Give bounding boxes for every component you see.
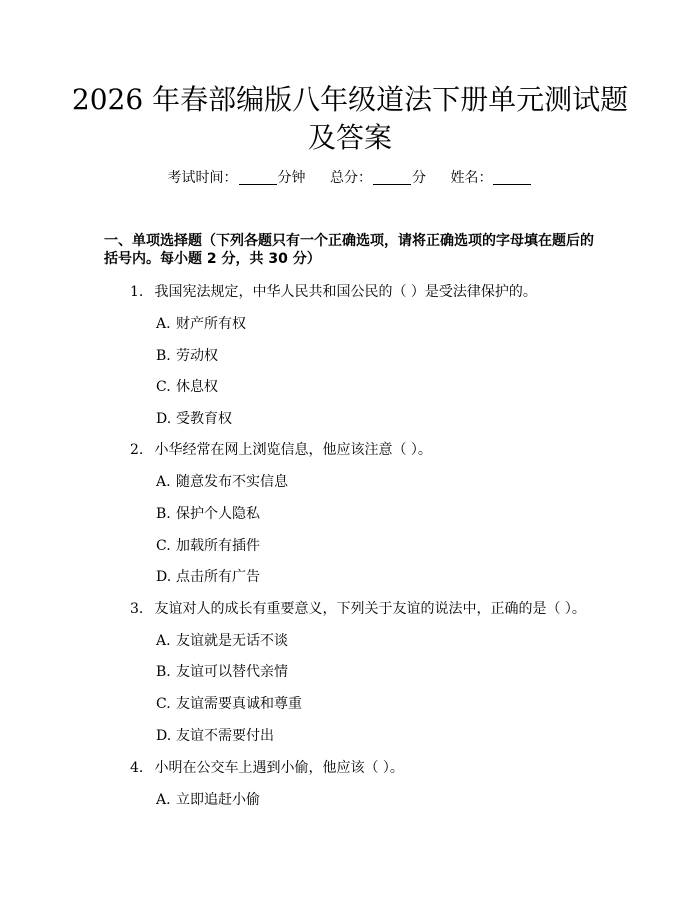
option-text: 休息权 (176, 379, 218, 395)
question-text: 小明在公交车上遇到小偷，他应该（ ）。 (154, 760, 404, 776)
option-text: 友谊不需要付出 (176, 728, 274, 744)
total-score-blank (373, 170, 411, 185)
option-text: 保护个人隐私 (176, 506, 260, 522)
option-text: 友谊需要真诚和尊重 (176, 696, 302, 712)
question-1-option-c (156, 377, 218, 397)
question-1-option-b (156, 346, 218, 366)
page-title-line-1: 2026 年春部编版八年级道法下册单元测试题 (71, 83, 629, 116)
option-letter: B. (156, 348, 171, 364)
option-text: 点击所有广告 (176, 569, 260, 585)
option-text: 劳动权 (176, 348, 218, 364)
question-2-option-d (156, 567, 260, 587)
exam-time-blank (239, 170, 277, 185)
question-number: 1. (130, 284, 144, 300)
option-letter: B. (156, 506, 171, 522)
exam-time-label: 考试时间： (167, 170, 238, 186)
section-heading-line-1: 一、单项选择题（下列各题只有一个正确选项，请将正确选项的字母填在题后的 (104, 233, 594, 249)
question-4-option-a (156, 790, 260, 810)
total-score-unit: 分 (412, 170, 426, 186)
question-4 (130, 758, 404, 778)
question-2-option-a (156, 472, 288, 492)
student-name (450, 168, 532, 188)
option-letter: C. (156, 538, 171, 554)
option-letter: B. (156, 664, 171, 680)
page-title-line-2: 及答案 (307, 121, 392, 154)
option-text: 受教育权 (176, 411, 232, 427)
question-3-option-a (156, 631, 288, 651)
exam-time (168, 168, 306, 188)
option-text: 友谊可以替代亲情 (176, 664, 288, 680)
option-letter: D. (156, 411, 172, 427)
question-1 (130, 282, 537, 302)
question-3-option-b (156, 662, 288, 682)
question-3 (130, 599, 586, 619)
option-letter: D. (156, 728, 172, 744)
exam-time-unit: 分钟 (277, 170, 306, 186)
option-text: 加载所有插件 (176, 538, 260, 554)
option-letter: D. (156, 569, 172, 585)
option-letter: C. (156, 379, 171, 395)
question-text: 友谊对人的成长有重要意义，下列关于友谊的说法中，正确的是（ ）。 (154, 601, 586, 617)
option-letter: A. (156, 633, 171, 649)
option-text: 友谊就是无话不谈 (176, 633, 288, 649)
question-2 (130, 440, 432, 460)
option-letter: C. (156, 696, 171, 712)
student-name-blank (493, 170, 531, 185)
question-1-option-d (156, 409, 232, 429)
section-heading-line-2: 括号内。每小题 2 分，共 30 分） (104, 251, 321, 267)
question-1-option-a (156, 314, 246, 334)
question-text: 小华经常在网上浏览信息，他应该注意（ ）。 (154, 442, 432, 458)
total-score-label: 总分： (330, 170, 372, 186)
exam-meta (0, 168, 700, 188)
option-text: 随意发布不实信息 (176, 474, 288, 490)
question-text: 我国宪法规定，中华人民共和国公民的（ ）是受法律保护的。 (154, 284, 537, 300)
question-number: 4. (130, 760, 144, 776)
total-score (330, 168, 426, 188)
option-letter: A. (156, 474, 171, 490)
option-letter: A. (156, 792, 171, 808)
question-number: 2. (130, 442, 144, 458)
question-3-option-c (156, 694, 302, 714)
option-letter: A. (156, 316, 171, 332)
student-name-label: 姓名： (450, 170, 493, 186)
question-2-option-b (156, 504, 260, 524)
option-text: 立即追赶小偷 (176, 792, 260, 808)
question-2-option-c (156, 536, 260, 556)
question-3-option-d (156, 726, 274, 746)
question-number: 3. (130, 601, 144, 617)
option-text: 财产所有权 (176, 316, 246, 332)
